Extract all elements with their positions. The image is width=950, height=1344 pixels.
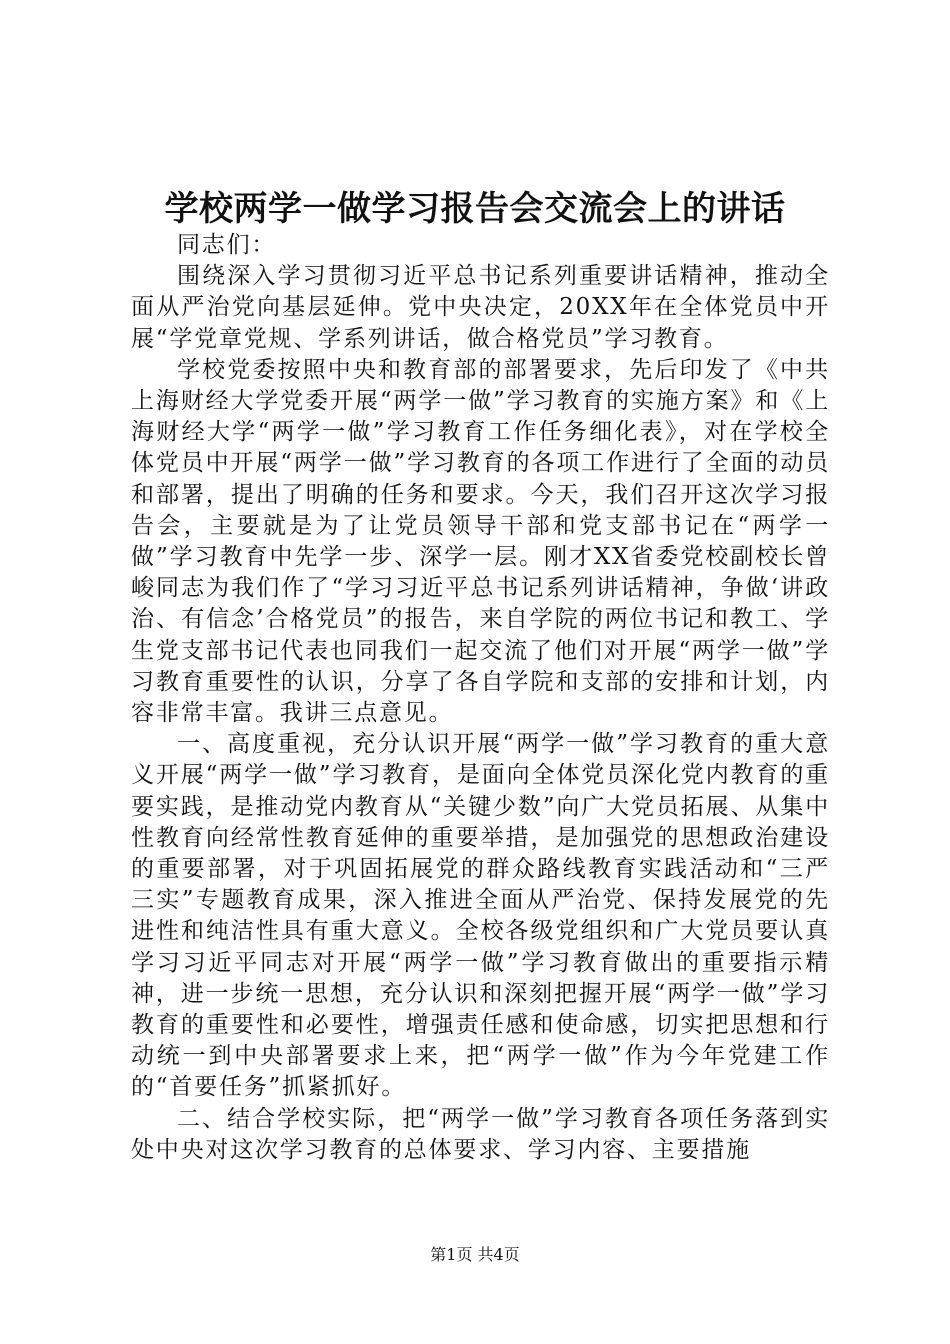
paragraph: 学校党委按照中央和教育部的部署要求，先后印发了《中共上海财经大学党委开展“两学一做”学习教育的实施方案》和《上海财经大学“两学一做”学习教育工作任务细化表》，对在学校全体党员中开展“两学一做”学习教育的各项工作进行了全面的动员和部署，提出了明确的任务和要求。今天，我们召开这次学习报告会，主要就是为了让党员领导干部和党支部书记在“两学一做”学习教育中先学一步、深学一层。刚才XX省委党校副校长曾峻同志为我们作了“学习习近平总书记系列讲话精神，争做‘讲政治、有信念’合格党员”的报告，来自学院的两位书记和教工、学生党支部书记代表也同我们一起交流了他们对开展“两学一做”学习教育重要性的认识，分享了各自学院和支部的安排和计划，内容非常丰富。我讲三点意见。 (131, 356, 830, 727)
salutation: 同志们： (177, 232, 277, 258)
paragraph: 围绕深入学习贯彻习近平总书记系列重要讲话精神，推动全面从严治党向基层延伸。党中央决定，20XX年在全体党员中开展“学党章党规、学系列讲话，做合格党员”学习教育。 (131, 263, 830, 352)
document-title: 学校两学一做学习报告会交流会上的讲话 (164, 189, 786, 229)
paragraph: 一、高度重视，充分认识开展“两学一做”学习教育的重大意义开展“两学一做”学习教育，是面向全体党员深化党内教育的重要实践，是推动党内教育从“关键少数”向广大党员拓展、从集中性教育向经常性教育延伸的重要举措，是加强党的思想政治建设的重要部署，对于巩固拓展党的群众路线教育实践活动和“三严三实”专题教育成果，深入推进全面从严治党、保持发展党的先进性和纯洁性具有重大意义。全校各级党组织和广大党员要认真学习习近平同志对开展“两学一做”学习教育做出的重要指示精神，进一步统一思想，充分认识和深刻把握开展“两学一做”学习教育的重要性和必要性，增强责任感和使命感，切实把思想和行动统一到中央部署要求上来，把“两学一做”作为今年党建工作的“首要任务”抓紧抓好。 (131, 731, 830, 1101)
page-number-footer: 第1页 共4页 (430, 1245, 520, 1264)
paragraph: 二、结合学校实际，把“两学一做”学习教育各项任务落到实处中央对这次学习教育的总体要求、学习内容、主要措施 (131, 1105, 830, 1163)
document-body (131, 230, 830, 1166)
